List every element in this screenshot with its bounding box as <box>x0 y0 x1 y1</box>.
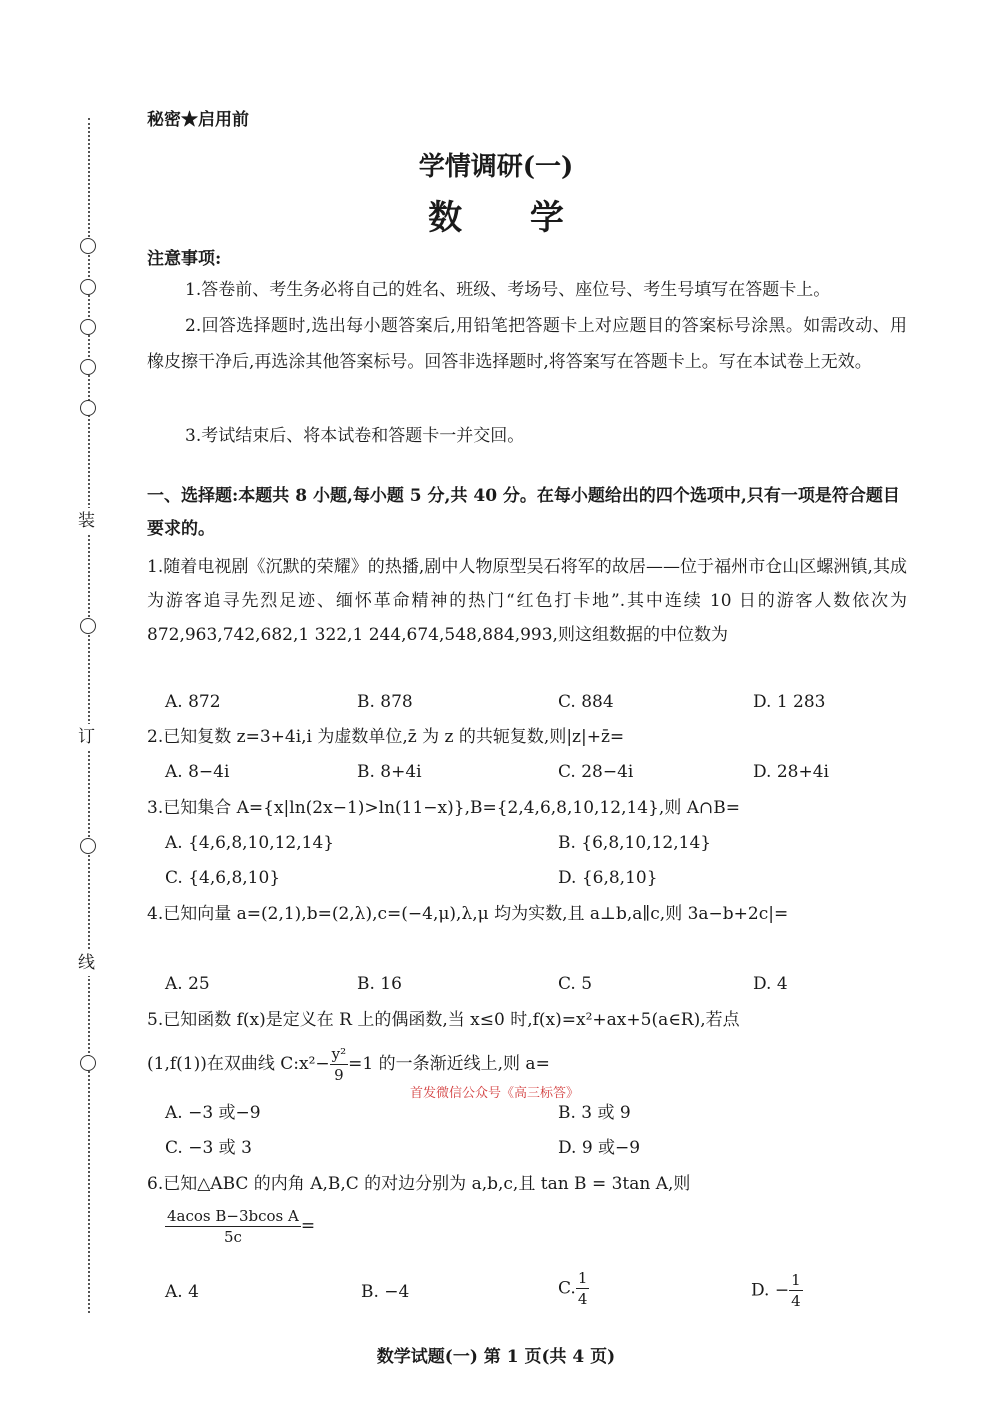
option-a: A. 8−4i <box>165 762 230 782</box>
question-1-stem: 1.随着电视剧《沉默的荣耀》的热播,剧中人物原型吴石将军的故居——位于福州市仓山区螺洲镇,其成为游客追寻先烈足迹、缅怀革命精神的热门“红色打卡地”.其中连续 10 日的游客人数依次为 872,963,742,682,1 322,1 244,674,548,884,993,则这组数据的中位数为 <box>147 557 907 645</box>
binding-label-zhuang: 装 <box>78 508 95 534</box>
fraction-numerator: y² <box>331 1045 347 1063</box>
fraction-denominator: 9 <box>334 1066 344 1084</box>
option-c: C. −3 或 3 <box>165 1138 252 1158</box>
option-d-label: D. − <box>751 1280 790 1301</box>
option-b: B. {6,8,10,12,14} <box>558 833 712 853</box>
option-c: C. {4,6,8,10} <box>165 868 281 888</box>
option-b: B. 3 或 9 <box>558 1103 631 1123</box>
binding-label-xian: 线 <box>78 950 95 976</box>
option-d: D. {6,8,10} <box>558 868 658 888</box>
question-5-stem-line2 <box>147 1044 907 1085</box>
confidential-mark: 秘密★启用前 <box>147 110 249 130</box>
fraction-y2-over-9 <box>330 1044 349 1085</box>
note-2: 2.回答选择题时,选出每小题答案后,用铅笔把答题卡上对应题目的答案标号涂黑。如需改动、用橡皮擦干净后,再选涂其他答案标号。回答非选择题时,将答案写在答题卡上。写在本试卷上无效。 <box>147 316 907 372</box>
option-c-label: C. <box>558 1278 576 1299</box>
question-5-text-a: (1,f(1))在双曲线 C:x²− <box>147 1054 330 1074</box>
exam-title: 学情调研(一) <box>418 152 574 182</box>
question-5-stem-line1: 5.已知函数 f(x)是定义在 R 上的偶函数,当 x≤0 时,f(x)=x²+ax+5(a∈R),若点 <box>147 1010 740 1030</box>
fraction-numerator: 1 <box>577 1269 588 1287</box>
note-1: 1.答卷前、考生务必将自己的姓名、班级、考场号、座位号、考生号填写在答题卡上。 <box>185 280 831 300</box>
binding-hole-circle <box>80 838 96 854</box>
question-6-expression <box>147 1206 315 1247</box>
option-a: A. 4 <box>165 1282 199 1302</box>
option-d: D. 1 283 <box>753 692 826 712</box>
fraction-denominator: 5c <box>223 1228 242 1246</box>
note-3: 3.考试结束后、将本试卷和答题卡一并交回。 <box>185 426 525 446</box>
page-footer: 数学试题(一) 第 1 页(共 4 页) <box>376 1347 616 1367</box>
question-5-text-b: =1 的一条渐近线上,则 a= <box>348 1054 550 1074</box>
binding-hole-circle <box>80 1055 96 1071</box>
option-a: A. 25 <box>165 974 210 994</box>
option-d-fraction <box>789 1270 803 1311</box>
option-b: B. −4 <box>361 1282 410 1302</box>
subject-title: 数 学 <box>428 198 592 238</box>
fraction-expression <box>165 1206 301 1247</box>
fraction-numerator: 1 <box>791 1271 801 1289</box>
question-6-stem: 6.已知△ABC 的内角 A,B,C 的对边分别为 a,b,c,且 tan B = 3tan A,则 <box>147 1174 691 1194</box>
question-6-options <box>165 1268 905 1318</box>
binding-dotted-line <box>88 118 90 1313</box>
fraction-numerator: 4acos B−3bcos A <box>167 1207 299 1225</box>
question-3-stem: 3.已知集合 A={x|ln(2x−1)>ln(11−x)},B={2,4,6,8,10,12,14},则 A∩B= <box>147 798 740 818</box>
notes-heading: 注意事项: <box>147 249 222 269</box>
option-d <box>751 1270 803 1311</box>
binding-hole-circle <box>80 359 96 375</box>
option-b: B. 8+4i <box>357 762 422 782</box>
option-d: D. 28+4i <box>753 762 829 782</box>
option-a: A. {4,6,8,10,12,14} <box>165 833 335 853</box>
option-a: A. 872 <box>165 692 221 712</box>
fraction-denominator: 4 <box>791 1292 801 1310</box>
option-b: B. 878 <box>357 692 413 712</box>
option-d: D. 4 <box>753 974 788 994</box>
option-c: C. 884 <box>558 692 614 712</box>
option-c <box>558 1268 589 1309</box>
option-b: B. 16 <box>357 974 402 994</box>
binding-hole-circle <box>80 238 96 254</box>
option-d: D. 9 或−9 <box>558 1138 641 1158</box>
question-4-stem: 4.已知向量 a=(2,1),b=(2,λ),c=(−4,μ),λ,μ 均为实数,且 a⊥b,a∥c,则 3a−b+2c|= <box>147 904 789 924</box>
question-2-stem: 2.已知复数 z=3+4i,i 为虚数单位,z̄ 为 z 的共轭复数,则|z|+z̄= <box>147 727 625 747</box>
binding-label-ding: 订 <box>78 724 95 750</box>
binding-hole-circle <box>80 400 96 416</box>
binding-hole-circle <box>80 319 96 335</box>
fraction-denominator: 4 <box>577 1290 588 1308</box>
watermark-text: 首发微信公众号《高三标答》 <box>410 1086 580 1101</box>
section-heading: 一、选择题:本题共 8 小题,每小题 5 分,共 40 分。在每小题给出的四个选项中,只有一项是符合题目要求的。 <box>147 486 900 539</box>
option-a: A. −3 或−9 <box>165 1103 261 1123</box>
option-c: C. 5 <box>558 974 593 994</box>
equals-sign: = <box>300 1216 316 1236</box>
option-c: C. 28−4i <box>558 762 634 782</box>
option-c-fraction <box>576 1268 590 1309</box>
binding-hole-circle <box>80 618 96 634</box>
binding-hole-circle <box>80 279 96 295</box>
